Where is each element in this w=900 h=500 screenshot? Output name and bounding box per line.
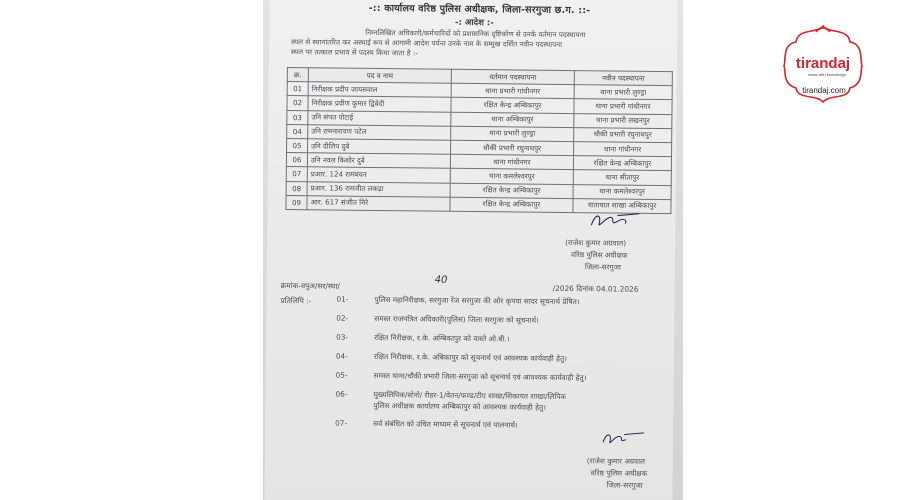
copy-to-text: समस्त राजपत्रित अधिकारी(पुलिस) जिला सरगुजा को सूचनार्थ। bbox=[374, 313, 539, 325]
copy-to-number: 04- bbox=[335, 351, 348, 361]
row-current-posting: थाना अम्बिकापुर bbox=[451, 112, 574, 127]
copy-to-text: मुख्यलिपिक/स्टेनो/ रीडर-1/वेतन/फण्ड/टीए शाखा/शिकायत शाखा/लिपिक bbox=[373, 389, 567, 402]
signatory-designation: वरिष्ठ पुलिस अधीक्षक bbox=[570, 250, 628, 260]
row-name: प्रआर. 124 रामबचन bbox=[307, 167, 450, 183]
row-new-posting: रक्षित केन्द्र अम्बिकापुर bbox=[573, 156, 671, 171]
row-serial: 02 bbox=[287, 96, 308, 110]
row-current-posting: थाना प्रभारी गांधीनगर bbox=[451, 83, 574, 98]
row-name: उनि रामनारायण पटेल bbox=[308, 125, 451, 141]
row-current-posting: थाना कमलेश्वरपुर bbox=[450, 169, 573, 184]
row-serial: 09 bbox=[286, 195, 307, 209]
logo-caption: tirandaj.com bbox=[802, 86, 846, 95]
copy-to-number: 02- bbox=[336, 313, 349, 323]
reference-line bbox=[280, 274, 681, 295]
row-serial: 08 bbox=[286, 181, 307, 195]
row-new-posting: थाना प्रभारी लुण्ड्रा bbox=[574, 85, 672, 100]
copy-to-text: पुलिस महानिरीक्षक, सरगुजा रेंज सरगुजा की ओर कृपया सादर सूचनार्थ प्रेषित। bbox=[374, 294, 580, 307]
signatory-district: जिला-सरगुजा bbox=[606, 480, 643, 490]
row-serial: 04 bbox=[287, 124, 308, 138]
col-new-posting: नवीन पदस्थापना bbox=[574, 71, 672, 86]
copy-to-number: 05- bbox=[335, 370, 348, 380]
reference-date: /2026 दिनांक 04.01.2026 bbox=[552, 283, 639, 294]
row-name: निरीक्षक प्रदीप जायसवाल bbox=[308, 82, 451, 98]
logo-brand: tirandaj bbox=[795, 55, 851, 72]
row-serial: 01 bbox=[287, 82, 308, 96]
intro-line: स्थल से स्थानांतरित कर अस्थाई रूप से आगामी आदेश पर्यन्त उनके नाम के सम्मुख दर्शित नवीन पदस्थापना bbox=[291, 37, 562, 49]
signatory-name: (राजेश कुमार अग्रवाल) bbox=[565, 237, 627, 248]
order-heading: -: आदेश :- bbox=[454, 17, 494, 29]
copy-to-text: रक्षित निरीक्षक, र.के. अम्बिकापुर को वास्ते ओ.बी.। bbox=[374, 332, 510, 344]
signature-mark-bottom bbox=[600, 429, 648, 448]
row-name: उनि नवल किशोर दुबे bbox=[307, 153, 450, 169]
signatory-district: जिला-सरगुजा bbox=[584, 262, 621, 272]
signatory-designation: वरिष्ठ पुलिस अधीक्षक bbox=[590, 468, 648, 478]
intro-paragraph bbox=[291, 27, 671, 61]
row-serial: 03 bbox=[287, 110, 308, 124]
copy-to-item bbox=[335, 390, 680, 423]
copy-to-list bbox=[335, 295, 681, 442]
row-serial: 06 bbox=[286, 153, 307, 167]
row-name: प्रआर. 136 रामजीत लकड़ा bbox=[307, 181, 450, 197]
row-serial: 07 bbox=[286, 167, 307, 181]
row-new-posting: थाना गांधीनगर bbox=[574, 142, 672, 157]
row-current-posting: रक्षित केन्द्र अम्बिकापुर bbox=[450, 197, 573, 212]
row-new-posting: थाना कमलेश्वरपुर bbox=[573, 184, 671, 199]
row-current-posting: रक्षित केन्द्र अम्बिकापुर bbox=[451, 98, 574, 113]
office-header: -:: कार्यालय वरिष्ठ पुलिस अधीक्षक, जिला-सरगुजा छ.ग. ::- bbox=[368, 2, 591, 17]
copy-to-text: सर्व संबंधित को उचित माध्यम से सूचनार्थ एवं पालनार्थ। bbox=[373, 418, 518, 430]
copy-to-label: प्रतिलिपि :- bbox=[280, 296, 312, 306]
intro-line: निम्नलिखित अधिकारी/कर्मचारियों को प्रशासनिक दृष्टिकोण से उनके वर्तमान पदस्थापना bbox=[365, 27, 586, 40]
row-current-posting: रक्षित केन्द्र अम्बिकापुर bbox=[450, 183, 573, 198]
copy-to-number: 06- bbox=[335, 389, 348, 399]
document-photo bbox=[263, 0, 683, 500]
row-name: उनि संपत पोटाई bbox=[308, 110, 451, 126]
order-paper bbox=[264, 0, 677, 500]
row-name: उनि दीलिप दुबे bbox=[308, 139, 451, 155]
copy-to-number: 03- bbox=[336, 332, 349, 342]
signatory-name: (राजेश कुमार अग्रवाल bbox=[586, 456, 646, 466]
transfer-table bbox=[285, 67, 672, 214]
row-current-posting: चौकी प्रभारी रघुनाथपुर bbox=[451, 140, 574, 155]
row-current-posting: थाना प्रभारी लुण्ड्रा bbox=[451, 126, 574, 141]
signature-mark bbox=[587, 209, 647, 232]
logo-tagline: news with knowledge bbox=[808, 72, 846, 77]
col-name: पद व नाम bbox=[308, 68, 451, 84]
signatory-block bbox=[565, 237, 675, 274]
row-new-posting: यातायात शाखा अम्बिकापुर bbox=[573, 198, 671, 213]
copy-to-text: रक्षित निरीक्षक, र.के. अंबिकापुर को सूचनार्थ एवं आवश्यक कार्यवाही हेतु। bbox=[373, 351, 567, 364]
copy-to-number: 01- bbox=[336, 294, 349, 304]
row-new-posting: चौकी प्रभारी रघुनाथपुर bbox=[574, 127, 672, 142]
copy-to-text: पुलिस अधीक्षक कार्यालय अम्बिकापुर को आवश्यक कार्यवाही हेतु। bbox=[373, 400, 546, 412]
reference-number: 40 bbox=[434, 274, 448, 286]
copy-to-text: समस्त थाना/चौकी प्रभारी जिला-सरगुजा को सूचनार्थ एवं आवश्यक कार्यवाही हेतु। bbox=[373, 370, 587, 383]
col-current-posting: वर्तमान पदस्थापना bbox=[451, 69, 574, 84]
col-serial: क्र. bbox=[287, 68, 308, 82]
intro-line: स्थल पर तत्काल प्रभाव से पदस्थ किया जाता है :- bbox=[291, 47, 418, 58]
row-new-posting: थाना प्रभारी लखनपुर bbox=[574, 113, 672, 128]
row-name: आर. 617 संजीत मिरे bbox=[307, 195, 450, 211]
copy-to-number: 07- bbox=[335, 418, 348, 428]
row-new-posting: थाना प्रभारी गांधीनगर bbox=[574, 99, 672, 114]
reference-prefix: क्रमांक-वपुअ/सर/स्था/ bbox=[280, 281, 340, 291]
row-new-posting: थाना सीतापुर bbox=[573, 170, 671, 185]
row-name: निरीक्षक प्रवीण कुमार द्विवेदी bbox=[308, 96, 451, 112]
signatory-block-bottom bbox=[586, 455, 683, 492]
row-serial: 05 bbox=[287, 139, 308, 153]
row-current-posting: थाना गांधीनगर bbox=[450, 154, 573, 169]
